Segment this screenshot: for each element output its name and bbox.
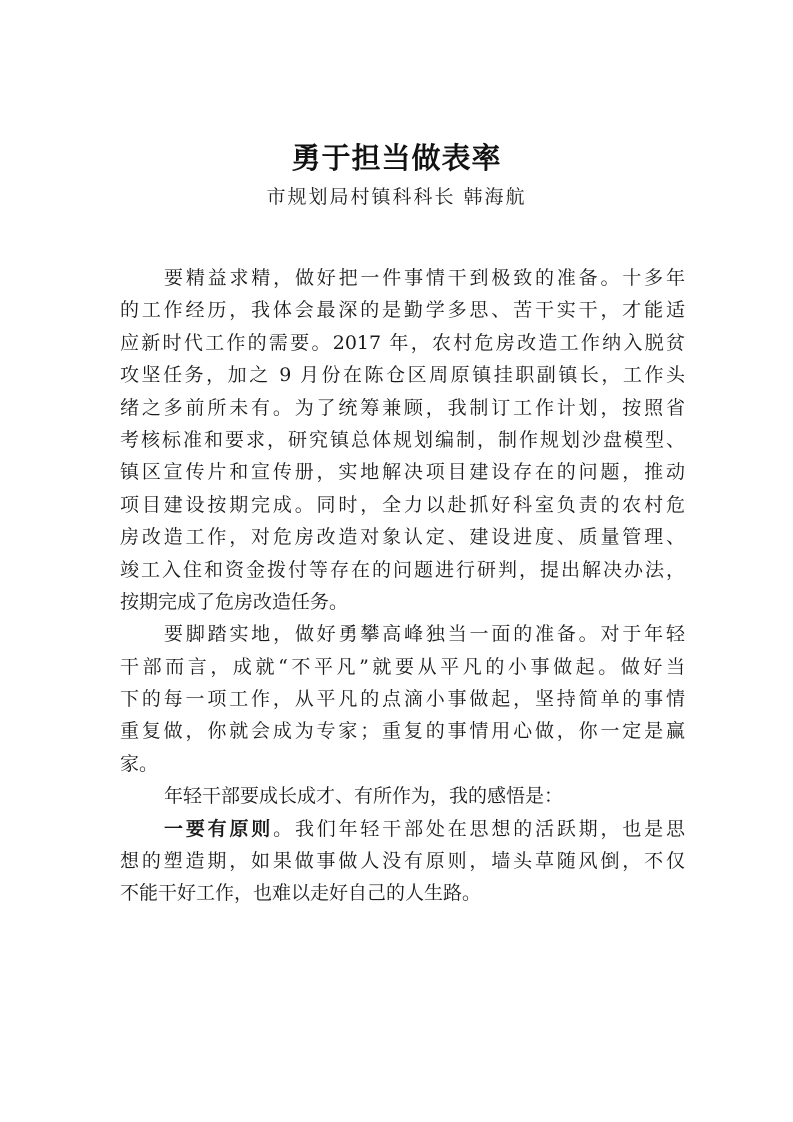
text-line: 重复做，你就会成为专家；重复的事情用心做，你一定是赢 (120, 720, 685, 743)
text-line: 竣工入住和资金拨付等存在的问题进行研判，提出解决办法， (120, 558, 685, 581)
paragraph (120, 618, 685, 780)
text-line: 想的塑造期，如果做事做人没有原则，墙头草随风倒，不仅 (120, 850, 685, 873)
text-line: 镇区宣传片和宣传册，实地解决项目建设存在的问题，推动 (120, 461, 685, 484)
author-byline: 市规划局村镇科科长 韩海航 (266, 186, 527, 208)
document-body (120, 262, 685, 910)
text-line: 的工作经历，我体会最深的是勤学多思、苦干实干，才能适 (120, 299, 685, 322)
paragraph (120, 780, 685, 812)
document-title: 勇于担当做表率 (291, 141, 502, 175)
text-line: 下的每一项工作，从平凡的点滴小事做起，坚持简单的事情 (120, 688, 685, 711)
text-line: 干部而言，成就“不平凡”就要从平凡的小事做起。做好当 (120, 655, 685, 678)
text-line: 不能干好工作，也难以走好自己的人生路。 (120, 882, 482, 905)
paragraph (120, 813, 685, 910)
text-span: 。我们年轻干部处在思想的活跃期，也是思 (273, 817, 685, 840)
text-line: 家。 (120, 752, 159, 775)
text-line: 应新时代工作的需要。2017 年，农村危房改造工作纳入脱贫 (120, 331, 685, 354)
bold-lead-heading: 一要有原则 (164, 817, 274, 840)
text-line: 要精益求精，做好把一件事情干到极致的准备。十多年 (164, 267, 685, 289)
text-line: 要脚踏实地，做好勇攀高峰独当一面的准备。对于年轻 (164, 623, 685, 646)
text-line: 按期完成了危房改造任务。 (120, 590, 349, 613)
text-line: 项目建设按期完成。同时，全力以赴抓好科室负责的农村危 (120, 493, 685, 516)
text-line: 绪之多前所未有。为了统筹兼顾，我制订工作计划，按照省 (120, 396, 685, 419)
text-line: 年轻干部要成长成才、有所作为，我的感悟是： (164, 785, 564, 808)
text-line: 房改造工作，对危房改造对象认定、建设进度、质量管理、 (120, 526, 685, 549)
paragraph (120, 262, 685, 618)
text-line: 考核标准和要求，研究镇总体规划编制，制作规划沙盘模型、 (120, 428, 685, 451)
text-line (120, 813, 685, 845)
text-line: 攻坚任务，加之 9 月份在陈仓区周原镇挂职副镇长，工作头 (120, 364, 685, 387)
